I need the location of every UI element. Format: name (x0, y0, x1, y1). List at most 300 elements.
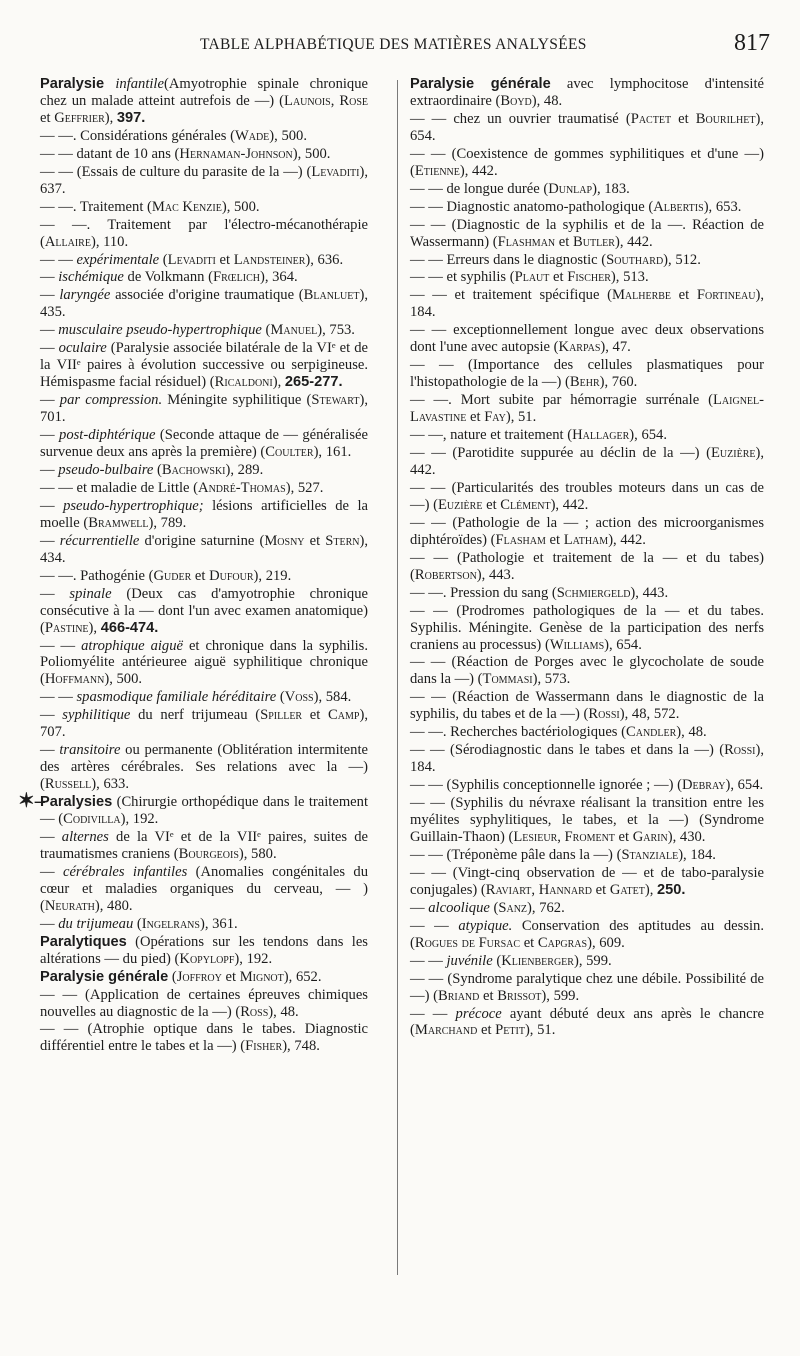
entry-text: ), 760. (599, 374, 638, 391)
entry-author: Fortineau (696, 287, 756, 304)
entry-author: Guder (153, 567, 192, 584)
entry-text: ), 653. (703, 198, 742, 215)
entry-author: Plaut (514, 269, 550, 286)
index-entry (40, 1021, 368, 1055)
entry-text: ( (159, 251, 168, 268)
entry-text: ), 434. (40, 532, 368, 566)
entry-text: — (40, 287, 60, 304)
entry-text: — — (Tréponème pâle dans la —) ( (410, 846, 622, 863)
index-entry (40, 287, 368, 321)
index-entry (40, 76, 368, 127)
entry-author: Hallager (572, 427, 630, 444)
index-entry (410, 742, 764, 776)
index-entry (40, 689, 368, 706)
entry-heading: 397. (116, 109, 146, 126)
entry-term: laryngée (59, 287, 111, 304)
entry-text: — — exceptionnellement longue avec deux observations dont l'une avec autopsie ( (410, 322, 764, 356)
entry-text: ), 599. (573, 952, 612, 969)
entry-text: Conservation des aptitudes au dessin. ( (410, 917, 764, 951)
entry-text: ), 48. (676, 724, 707, 741)
entry-text: ), 789. (148, 514, 187, 531)
entry-text: et (304, 532, 326, 549)
index-entry (410, 252, 764, 269)
entry-text: — — (Atrophie optique dans le tabes. Diagnostic différentiel entre le tabes et la —) ( (40, 1021, 368, 1055)
entry-author: Flashman (497, 233, 556, 250)
entry-author: Brissot (497, 987, 542, 1004)
entry-text: ), (104, 109, 117, 126)
entry-author: Hoffmann (44, 671, 105, 688)
entry-author: Boyd (500, 92, 532, 109)
entry-author: Candler (626, 724, 677, 741)
entry-text: ), 219. (253, 567, 292, 584)
entry-author: Sanz (498, 899, 528, 916)
entry-text: ), 48. (268, 1003, 299, 1020)
entry-author: Petit (495, 1022, 525, 1039)
entry-text: ), 364. (259, 269, 298, 286)
entry-author: Butler (573, 233, 615, 250)
entry-text: — — chez un ouvrier traumatisé ( (410, 110, 631, 127)
entry-author: Manuel (270, 322, 318, 339)
entry-text: Méningite syphilitique ( (162, 392, 312, 409)
entry-text: ), 110. (90, 233, 129, 250)
entry-text: et (545, 531, 564, 548)
index-entry (410, 445, 764, 479)
entry-text: et (555, 233, 573, 250)
index-entry (40, 462, 368, 479)
entry-text: ), 500. (221, 198, 260, 215)
entry-author: Garin (632, 828, 668, 845)
entry-author: Capgras (537, 934, 588, 951)
entry-text: et (482, 496, 501, 513)
entry-text: ), 184. (410, 287, 764, 321)
index-entry (40, 864, 368, 915)
entry-text: ), 637. (40, 163, 368, 197)
entry-author: Behr (569, 374, 600, 391)
entry-text: ), 443. (476, 566, 515, 583)
entry-text: ), 599. (541, 987, 580, 1004)
entry-text: ( (133, 915, 142, 932)
index-entry (40, 794, 368, 828)
entry-term: spinale (69, 585, 112, 602)
entry-text: — —. Pression du sang ( (410, 584, 557, 601)
entry-text: — — datant de 10 ans ( (40, 145, 180, 162)
entry-term: pseudo-bulbaire (58, 461, 154, 478)
entry-author: Neurath (44, 897, 95, 914)
running-title: TABLE ALPHABÉTIQUE DES MATIÈRES ANALYSÉES (200, 36, 587, 53)
index-column-left (40, 76, 368, 1056)
index-entry (40, 128, 368, 145)
entry-text: ), 707. (40, 707, 368, 741)
entry-text: ), 609. (587, 934, 625, 951)
entry-text: ), 580. (238, 845, 277, 862)
entry-text: ), 573. (532, 671, 571, 688)
page-header (0, 30, 800, 64)
entry-text: ), 500. (269, 127, 307, 144)
entry-term: transitoire (59, 742, 121, 759)
entry-text: — — (Réaction de Porges avec le glycocholate de soude dans la —) ( (410, 654, 764, 688)
entry-text: — —, nature et traitement ( (410, 427, 573, 444)
entry-text: et (549, 269, 568, 286)
entry-author: André-Thomas (198, 479, 286, 496)
entry-text: ), 51. (524, 1022, 556, 1039)
entry-text: ), (88, 619, 101, 636)
entry-text: et (215, 251, 234, 268)
entry-author: Raviart (485, 881, 532, 898)
entry-term: par compression. (59, 392, 163, 409)
entry-text: ayant débuté deux ans après le chancre ( (410, 1005, 764, 1039)
entry-author: Tommasi (482, 671, 533, 688)
index-entry (410, 724, 764, 741)
entry-text: de la VIᵉ et de la VIIᵉ paires, suites de traumatismes craniens ( (40, 828, 368, 862)
entry-author: Gatet (609, 881, 645, 898)
entry-author: Dufour (209, 567, 254, 584)
entry-author: Laignel-Lavastine (410, 392, 764, 426)
entry-text: (Seconde attaque de — généralisée survenue deux ans après la première) ( (40, 427, 368, 461)
entry-author: Bourilhet (695, 110, 756, 127)
page-number: 817 (734, 30, 770, 56)
entry-text: — (40, 497, 64, 514)
entry-text: ), 48, 572. (619, 706, 680, 723)
entry-term: atrophique aiguë (81, 637, 183, 654)
entry-text: et chronique dans la syphilis. Poliomyélite antérieuree aiguë syphilitique chronique ( (40, 637, 369, 688)
entry-term: précoce (455, 1005, 502, 1022)
entry-text: et (592, 881, 610, 898)
entry-text: (Deux cas d'amyotrophie chronique consécutive à la — dont l'un avec examen anatomique) ( (40, 585, 368, 636)
entry-term: juvénile (446, 952, 493, 969)
entry-author: Hernaman-Johnson (179, 145, 293, 162)
entry-author: Debray (681, 777, 726, 794)
index-entry (410, 76, 764, 110)
index-entry (40, 199, 368, 216)
entry-author: Rossi (724, 742, 756, 759)
entry-text: ), 654. (604, 636, 642, 653)
entry-author: Bourgeois (178, 845, 239, 862)
index-entry (40, 392, 368, 426)
entry-text: (Chirurgie orthopédique dans le traitement — ( (40, 794, 368, 828)
entry-term: spasmodique familiale héréditaire (76, 689, 277, 706)
entry-author: Launois, Rose (284, 92, 368, 109)
entry-author: Kopylopf (179, 950, 235, 967)
entry-author: Levaditi (311, 163, 360, 180)
entry-text: — — et maladie de Little ( (40, 479, 199, 496)
entry-author: Bachowski (161, 461, 226, 478)
entry-text: ), 654. (410, 110, 764, 144)
index-entry (40, 934, 368, 968)
entry-author: Stanziale (621, 846, 679, 863)
entry-text: — — Diagnostic anatomo-pathologique ( (410, 198, 654, 215)
entry-author: Clément (500, 496, 551, 513)
entry-text: ), 51. (505, 409, 537, 426)
entry-text: ), 512. (663, 251, 701, 268)
entry-term: oculaire (58, 340, 107, 357)
entry-text: — — (Sérodiagnostic dans le tabes et dans la —) ( (410, 742, 725, 759)
entry-text: ), 480. (94, 897, 133, 914)
entry-author: Etienne (414, 162, 460, 179)
entry-text: , (531, 881, 539, 898)
index-entry (410, 181, 764, 198)
index-entry (410, 971, 764, 1005)
index-entry (40, 969, 368, 986)
entry-author: Fischer (567, 269, 611, 286)
index-entry (40, 164, 368, 198)
entry-text: — —. Traitement ( (40, 198, 152, 215)
entry-heading: Paralysie générale (40, 968, 169, 985)
index-entry (40, 340, 368, 391)
entry-text: ), 442. (608, 531, 646, 548)
entry-author: Joffroy (176, 968, 222, 985)
index-entry (410, 287, 764, 321)
index-entry (410, 480, 764, 514)
entry-text: — — (Particularités des troubles moteurs dans un cas de —) ( (410, 479, 764, 513)
index-entry (40, 829, 368, 863)
entry-text: — — (Parotidite suppurée au déclin de la —) ( (410, 445, 712, 462)
entry-text: ), 361. (199, 915, 238, 932)
entry-author: Williams (549, 636, 605, 653)
index-entry (40, 987, 368, 1021)
entry-text: — —. Traitement par l'électro-mécanothérapie ( (40, 216, 368, 250)
index-entry (410, 689, 764, 723)
entry-text: ( (168, 968, 177, 985)
entry-text: — — (Importance des cellules plasmatiques pour l'histopathologie de la —) ( (410, 357, 764, 391)
entry-text: avec lymphocitose d'intensité extraordinaire ( (410, 76, 764, 109)
entry-text: — (40, 392, 60, 409)
index-entry (410, 550, 764, 584)
index-entry (40, 586, 368, 637)
entry-text: ( (153, 461, 162, 478)
entry-author: Levaditi (167, 251, 216, 268)
entry-heading: Paralysies (40, 794, 113, 811)
entry-author: Karpas (558, 339, 601, 356)
entry-text: ), 443. (630, 584, 669, 601)
entry-text: — —. Pathogénie ( (40, 567, 154, 584)
index-entry (40, 916, 368, 933)
entry-text: ), 48. (531, 92, 563, 109)
entry-text: ), (272, 374, 285, 391)
entry-term: alternes (61, 828, 109, 845)
entry-text: et (671, 287, 697, 304)
entry-text: — (410, 899, 429, 916)
entry-text: — —. Recherches bactériologiques ( (410, 724, 626, 741)
entry-author: Schmiergeld (556, 584, 631, 601)
index-entry (40, 269, 368, 286)
index-entry (40, 742, 368, 793)
entry-text: d'origine saturnine ( (139, 532, 265, 549)
entry-text: — — (410, 1005, 456, 1022)
entry-author: Marchand (414, 1022, 478, 1039)
entry-author: Euzière (437, 496, 483, 513)
entry-author: Ross (240, 1003, 269, 1020)
entry-author: Stewart (311, 392, 360, 409)
entry-text: ), 430. (667, 828, 706, 845)
entry-author: Bramwell (88, 514, 149, 531)
entry-text: ), (644, 881, 658, 898)
entry-text: ), 442. (410, 445, 764, 478)
entry-text: ), 435. (40, 287, 368, 321)
entry-text: — (40, 707, 63, 724)
entry-text: — — (Application de certaines épreuves chimiques nouvelles au diagnostic de la —) ( (40, 986, 368, 1020)
entry-author: Blanluet (303, 287, 360, 304)
index-column-right (410, 76, 764, 1040)
index-entry (410, 918, 764, 952)
margin-annotation-mark: ✶– (18, 790, 45, 812)
entry-text: — (40, 322, 59, 339)
entry-text: ), 527. (285, 479, 324, 496)
entry-author: Frœlich (212, 269, 260, 286)
entry-text: et (191, 567, 210, 584)
entry-text: ), 633. (91, 776, 129, 793)
index-entry (40, 480, 368, 497)
entry-term: pseudo-hypertrophique; (63, 497, 204, 514)
entry-text: ), 701. (40, 392, 368, 426)
entry-text: ), 184. (678, 846, 716, 863)
entry-text: et (40, 109, 55, 126)
entry-text: ), 192. (120, 811, 159, 828)
entry-text: — —. Considérations générales ( (40, 127, 235, 144)
entry-text: — — (Essais de culture du parasite de la —) ( (40, 163, 312, 180)
entry-text: (Anomalies congénitales du cœur et maladies organiques du cerveau, — ) ( (40, 863, 368, 914)
entry-text: ), 584. (313, 689, 352, 706)
entry-text: — (40, 461, 59, 478)
entry-heading: 250. (657, 881, 686, 898)
entry-author: Dunlap (548, 180, 593, 197)
entry-author: Camp (328, 707, 360, 724)
entry-author: Rogues de Fursac (414, 934, 521, 951)
entry-text: ( (489, 899, 499, 916)
entry-text: — — de longue durée ( (410, 180, 549, 197)
entry-text: ), 442. (459, 162, 498, 179)
entry-text: — — (Réaction de Wassermann dans le diagnostic de la syphilis, du tabes et de la —) ( (410, 689, 764, 723)
index-entry (410, 603, 764, 654)
entry-author: Stern (325, 532, 360, 549)
index-entry (410, 953, 764, 970)
entry-author: Albertis (653, 198, 704, 215)
index-entry (40, 533, 368, 567)
entry-text: du nerf trijumeau ( (130, 707, 261, 724)
entry-author: Klienberger (501, 952, 574, 969)
index-entry (410, 1006, 764, 1040)
entry-text: — (40, 828, 62, 845)
entry-author: Ricaldoni (214, 374, 273, 391)
entry-author: Fisher (245, 1038, 283, 1055)
index-entry (410, 777, 764, 794)
entry-text: ), 654. (629, 427, 667, 444)
entry-term: récurrentielle (59, 532, 140, 549)
entry-heading: Paralytiques (40, 933, 127, 950)
entry-text: — — (Vingt-cinq observation de — et de tabo-paralysie conjugales) ( (410, 864, 764, 898)
index-entry (410, 585, 764, 602)
entry-text: — — (410, 952, 447, 969)
entry-text: — (40, 427, 60, 444)
entry-author: Coulter (265, 444, 314, 461)
index-entry (410, 146, 764, 180)
entry-text: ), 47. (600, 339, 631, 356)
entry-term: syphilitique (62, 707, 131, 724)
entry-author: Voss (284, 689, 314, 706)
entry-author: Southard (606, 251, 664, 268)
entry-text: et (466, 409, 485, 426)
entry-text: — — (40, 251, 77, 268)
entry-term: cérébrales infantiles (62, 863, 188, 880)
entry-text: — (40, 585, 70, 602)
entry-author: Pastine (44, 619, 89, 636)
entry-author: Rossi (588, 706, 620, 723)
entry-text: ), 513. (610, 269, 649, 286)
entry-text: — — (Diagnostic de la syphilis et de la —. Réaction de Wassermann) ( (410, 216, 764, 250)
index-entry (410, 111, 764, 145)
entry-author: Allaire (44, 233, 91, 250)
entry-text: ), 500. (292, 145, 331, 162)
entry-text: — (40, 742, 60, 759)
entry-text: (Opérations sur les tendons dans les altérations — du pied) ( (40, 933, 368, 967)
entry-author: Euzière (711, 445, 756, 462)
entry-text: ), 442. (614, 233, 653, 250)
entry-text: — — (Prodromes pathologiques de la — et du tabes. Syphilis. Méningite. Genèse de la participation des nerfs craniens au processus) ( (410, 602, 764, 653)
entry-author: Mignot (239, 968, 284, 985)
entry-text: — — et traitement spécifique ( (410, 287, 612, 304)
entry-term: du trijumeau (58, 915, 134, 932)
entry-text: — —. Mort subite par hémorragie surrénale ( (410, 392, 713, 409)
entry-text: ), 183. (592, 180, 630, 197)
entry-text: ), 652. (283, 968, 322, 985)
entry-text: ), 762. (527, 899, 565, 916)
index-entry (40, 252, 368, 269)
entry-term: ischémique (58, 269, 124, 286)
entry-author: Spiller (260, 707, 303, 724)
entry-text: — (40, 532, 60, 549)
entry-text: — — (410, 917, 459, 934)
entry-text: (Paralysie associée bilatérale de la VIᵉ et de la VIIᵉ paires à évolution successive ou serpigineuse. Hémispasme facial résiduel) ( (40, 340, 368, 391)
entry-text: ), 636. (305, 251, 344, 268)
entry-text: — — et syphilis ( (410, 269, 515, 286)
entry-text: ), 654. (725, 777, 764, 794)
entry-text: ), 192. (234, 950, 273, 967)
entry-author: Fay (484, 409, 506, 426)
entry-text: associée d'origine traumatique ( (110, 287, 304, 304)
entry-term: expérimentale (76, 251, 160, 268)
index-entry (40, 217, 368, 251)
index-entry (410, 269, 764, 286)
index-entry (410, 357, 764, 391)
entry-text: — — (Syndrome paralytique chez une débile. Possibilité de —) ( (410, 970, 764, 1004)
entry-author: Mac Kenzie (151, 198, 222, 215)
index-entry (410, 865, 764, 899)
entry-text: — — (Pathologie de la — ; action des microorganismes diphtéroïdes) ( (410, 514, 764, 548)
entry-text: ), 753. (317, 322, 355, 339)
entry-author: Ingelrans (141, 915, 200, 932)
entry-text: et (477, 1022, 496, 1039)
entry-author: Wade (234, 127, 270, 144)
index-entry (410, 515, 764, 549)
entry-text: et (614, 828, 633, 845)
index-entry (410, 427, 764, 444)
index-entry (40, 498, 368, 532)
entry-text: et (520, 934, 538, 951)
entry-text: — — (Syphilis conceptionnelle ignorée ; —) ( (410, 777, 682, 794)
entry-text: de Volkmann ( (123, 269, 213, 286)
entry-text: ), 184. (410, 742, 764, 776)
entry-term: alcoolique (428, 899, 490, 916)
entry-text: — (40, 269, 59, 286)
entry-text: — — (Pathologie et traitement de la — et du tabes) ( (410, 549, 764, 583)
entry-heading: Paralysie (40, 76, 116, 92)
entry-author: Codivilla (63, 811, 121, 828)
entry-text: ), 748. (282, 1038, 320, 1055)
entry-heading: 466-474. (100, 619, 159, 636)
entry-text: ( (276, 689, 285, 706)
entry-author: Russell (44, 776, 92, 793)
index-entry (410, 322, 764, 356)
index-entry (410, 847, 764, 864)
